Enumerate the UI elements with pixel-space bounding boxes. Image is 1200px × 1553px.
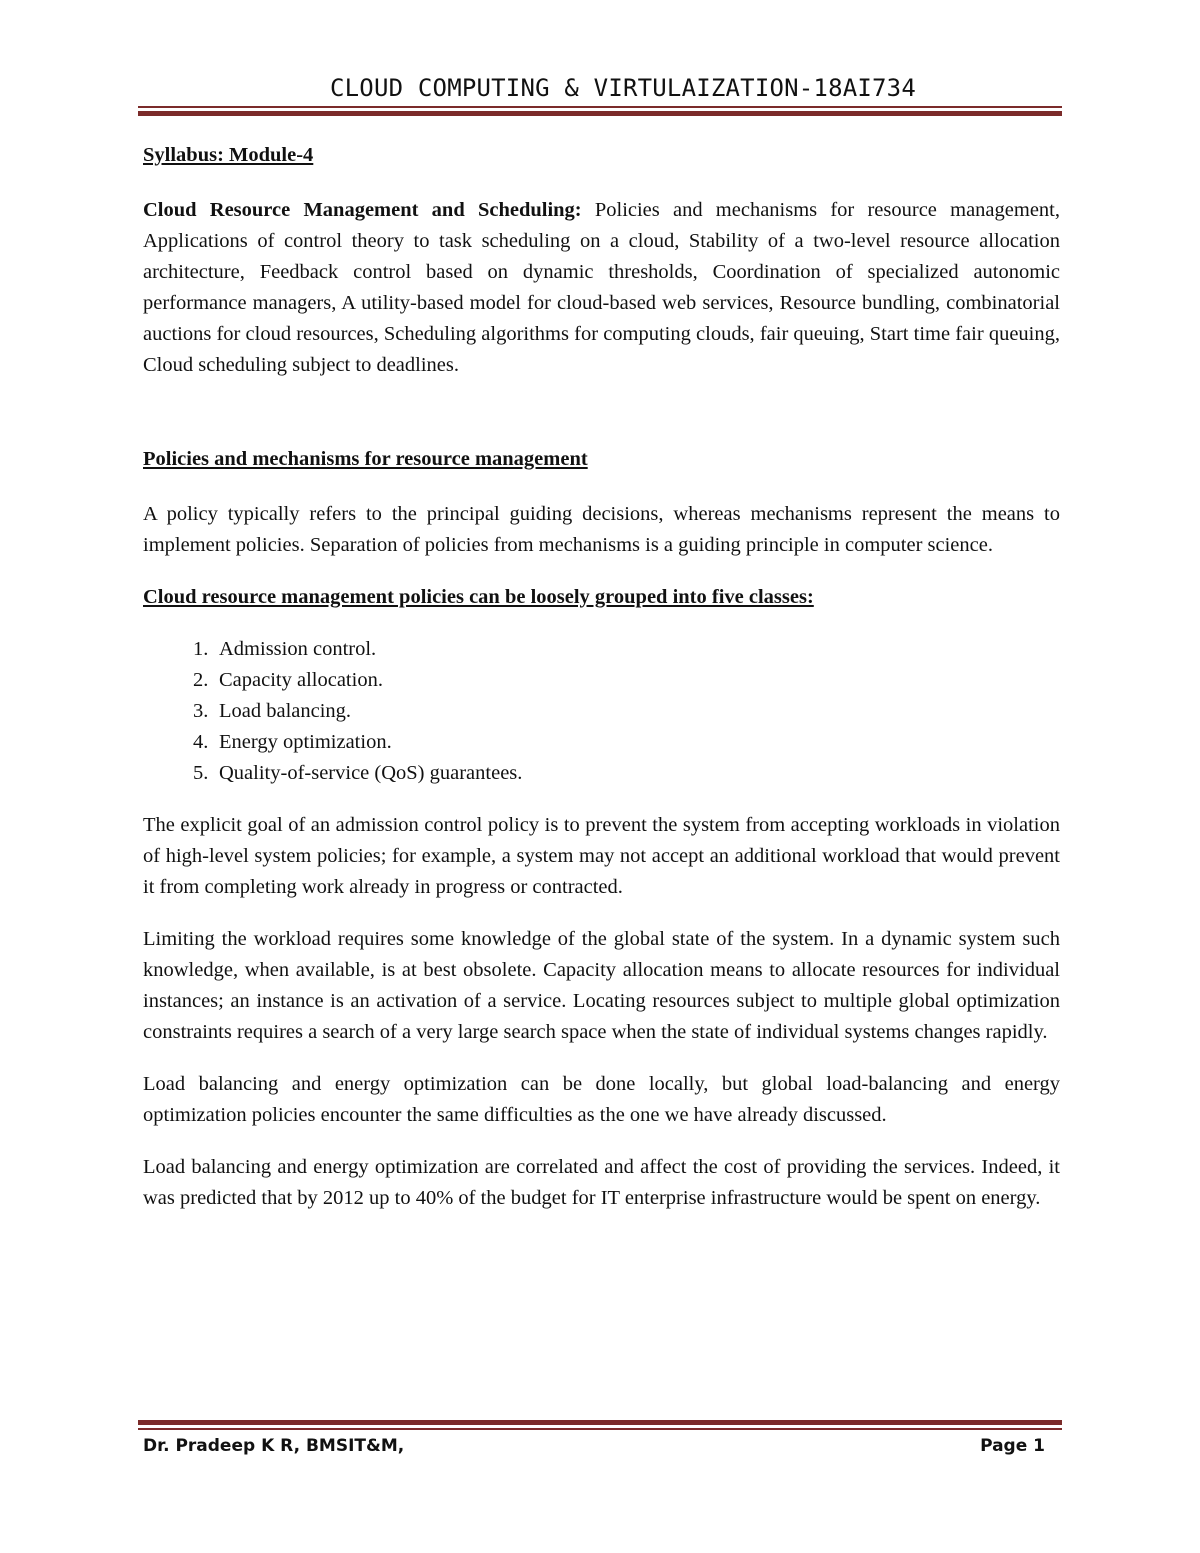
list-item-number: 4. (193, 731, 209, 753)
list-item (143, 696, 1060, 727)
header-rule-thick (138, 111, 1062, 116)
list-item (143, 634, 1060, 665)
body-paragraph-workload: Limiting the workload requires some knowledge of the global state of the system. In a dynamic system such knowledge, when available, is at best obsolete. Capacity allocation means to allocate resources for individual instances; an instance is an activation of a service. Locating resources subject to multiple global optimization constraints requires a search of a very large search space when the state of individual systems changes rapidly. (143, 928, 1060, 1043)
list-item (143, 665, 1060, 696)
footer-author: Dr. Pradeep K R, BMSIT&M, (143, 1436, 405, 1456)
footer-rule-thin (138, 1428, 1062, 1430)
policy-classes-list (143, 634, 1060, 789)
section-heading-classes: Cloud resource management policies can be loosely grouped into five classes: (143, 586, 814, 608)
body-paragraph-load-balancing: Load balancing and energy optimization can be done locally, but global load-balancing and energy optimization policies encounter the same difficulties as the one we have already discussed. (143, 1073, 1060, 1126)
list-item-text: Load balancing. (219, 700, 352, 722)
list-item-number: 5. (193, 762, 209, 784)
list-item-text: Energy optimization. (219, 731, 392, 753)
syllabus-paragraph (143, 195, 1060, 381)
list-item-text: Admission control. (219, 638, 377, 660)
list-item-text: Quality-of-service (QoS) guarantees. (219, 762, 523, 784)
page-header-title: CLOUD COMPUTING & VIRTULAIZATION-18AI734 (330, 74, 916, 102)
list-item (143, 727, 1060, 758)
page-content (143, 140, 1060, 1214)
section-paragraph-policies: A policy typically refers to the principal guiding decisions, whereas mechanisms represent the means to implement policies. Separation of policies from mechanisms is a guiding principle in computer science. (143, 503, 1060, 556)
header-rule-thin (138, 106, 1062, 108)
body-paragraph-energy: Load balancing and energy optimization are correlated and affect the cost of providing the services. Indeed, it was predicted that by 2012 up to 40% of the budget for IT enterprise infrastructure would be spent on energy. (143, 1156, 1060, 1209)
footer-page-number: Page 1 (980, 1436, 1045, 1456)
list-item-number: 1. (193, 638, 209, 660)
section-heading-policies: Policies and mechanisms for resource management (143, 448, 588, 470)
list-item (143, 758, 1060, 789)
list-item-number: 2. (193, 669, 209, 691)
syllabus-heading: Syllabus: Module-4 (143, 144, 314, 166)
syllabus-lead-text: Policies and mechanisms for resource management, Applications of control theory to task scheduling on a cloud, Stability of a two-level resource allocation architecture, Feedback control based on dynamic thresholds, Coordination of specialized autonomic performance managers, A utility-based model for cloud-based web services, Resource bundling, combinatorial auctions for cloud resources, Scheduling algorithms for computing clouds, fair queuing, Start time fair queuing, Cloud scheduling subject to deadlines. (143, 199, 1060, 376)
footer-rule-thick (138, 1420, 1062, 1425)
list-item-number: 3. (193, 700, 209, 722)
body-paragraph-admission: The explicit goal of an admission control policy is to prevent the system from accepting workloads in violation of high-level system policies; for example, a system may not accept an additional workload that would prevent it from completing work already in progress or contracted. (143, 814, 1060, 898)
list-item-text: Capacity allocation. (219, 669, 383, 691)
syllabus-lead-bold: Cloud Resource Management and Scheduling: (143, 199, 582, 221)
